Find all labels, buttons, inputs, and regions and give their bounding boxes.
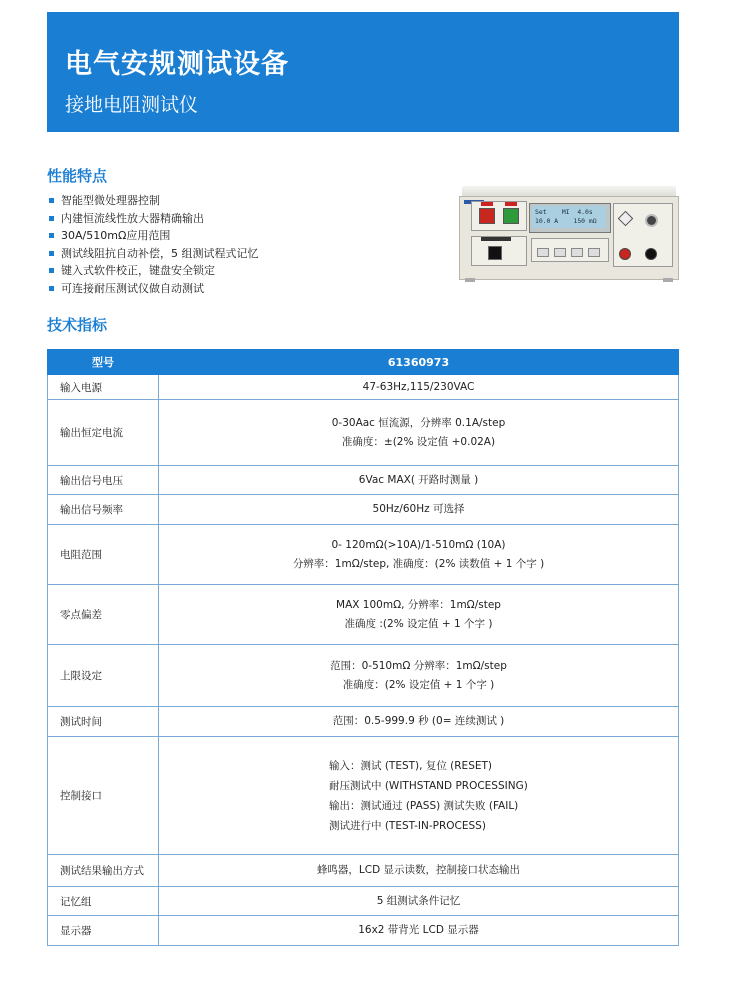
spec-line: 50Hz/60Hz 可选择 xyxy=(372,503,465,515)
spec-line: 准确度 :(2% 设定值 + 1 个字 ) xyxy=(344,617,493,630)
table-row xyxy=(48,645,679,707)
return-jack xyxy=(645,248,657,260)
feature-item: 测试线阻抗自动补偿，5 组测试程式记忆 xyxy=(47,245,259,263)
page-title: 电气安规测试设备 xyxy=(65,49,289,80)
keypad-key xyxy=(537,248,549,257)
spec-key: 记忆组 xyxy=(48,887,159,916)
spec-line: 输出：测试通过 (PASS) 测试失败 (FAIL) xyxy=(329,799,519,812)
spec-value xyxy=(159,887,679,916)
spec-line: 测试进行中 (TEST-IN-PROCESS) xyxy=(329,819,486,832)
model-number: 61360973 xyxy=(159,350,679,375)
spec-value xyxy=(159,525,679,585)
device-foot xyxy=(465,278,475,282)
ground-terminal-icon xyxy=(645,214,658,227)
table-row xyxy=(48,737,679,855)
page-subtitle: 接地电阻测试仪 xyxy=(65,94,199,116)
device-foot xyxy=(663,278,673,282)
spec-line: 输入：测试 (TEST), 复位 (RESET) xyxy=(329,759,493,772)
power-switch xyxy=(488,246,502,260)
reset-button xyxy=(479,208,495,224)
keypad-key xyxy=(554,248,566,257)
table-row xyxy=(48,707,679,737)
product-photo xyxy=(459,186,679,282)
spec-line: 范围：0-510mΩ 分辨率：1mΩ/step xyxy=(330,659,507,672)
test-button xyxy=(503,208,519,224)
features-list xyxy=(47,192,259,297)
keypad-key xyxy=(571,248,583,257)
spec-key: 输入电源 xyxy=(48,375,159,400)
table-row xyxy=(48,466,679,495)
spec-value xyxy=(159,495,679,525)
lcd-display xyxy=(532,206,606,228)
model-label: 型号 xyxy=(48,350,159,375)
spec-key: 输出信号电压 xyxy=(48,466,159,495)
feature-item: 可连接耐压测试仪做自动测试 xyxy=(47,280,259,298)
spec-table xyxy=(47,349,679,946)
spec-line: 0-30Aac 恒流源，分辨率 0.1A/step xyxy=(331,416,506,429)
spec-line: 分辨率：1mΩ/step, 准确度：(2% 读数值 + 1 个字 ) xyxy=(292,557,545,570)
feature-item: 内建恒流线性放大器精确输出 xyxy=(47,210,259,228)
spec-line: 准确度：(2% 设定值 + 1 个字 ) xyxy=(342,678,495,691)
table-row xyxy=(48,585,679,645)
spec-line: 16x2 带背光 LCD 显示器 xyxy=(358,924,479,936)
spec-line: 0- 120mΩ(>10A)/1-510mΩ (10A) xyxy=(331,538,506,551)
spec-line: MAX 100mΩ, 分辨率：1mΩ/step xyxy=(336,598,501,611)
spec-line: 耐压测试中 (WITHSTAND PROCESSING) xyxy=(329,779,528,792)
spec-key: 零点偏差 xyxy=(48,585,159,645)
spec-key: 控制接口 xyxy=(48,737,159,855)
spec-line: 蜂鸣器，LCD 显示读数，控制接口状态输出 xyxy=(316,864,521,876)
feature-item: 智能型微处理器控制 xyxy=(47,192,259,210)
test-label xyxy=(505,202,517,206)
spec-value xyxy=(159,916,679,946)
spec-key: 输出信号频率 xyxy=(48,495,159,525)
table-row xyxy=(48,525,679,585)
feature-item: 30A/510mΩ应用范围 xyxy=(47,227,259,245)
spec-value xyxy=(159,466,679,495)
features-heading: 性能特点 xyxy=(47,167,108,185)
lcd-line-1: Set MI 4.0s xyxy=(535,208,593,216)
spec-line: 范围：0.5-999.9 秒 (0= 连续测试 ) xyxy=(332,715,505,727)
spec-line: 5 组测试条件记忆 xyxy=(376,894,461,907)
spec-line: 47-63Hz,115/230VAC xyxy=(362,380,475,393)
spec-line: 准确度：±(2% 设定值 +0.02A) xyxy=(341,435,496,448)
table-row xyxy=(48,495,679,525)
spec-key: 测试结果输出方式 xyxy=(48,855,159,887)
header-banner xyxy=(47,12,679,132)
spec-value xyxy=(159,707,679,737)
spec-key: 上限设定 xyxy=(48,645,159,707)
feature-item: 键入式软件校正，键盘安全锁定 xyxy=(47,262,259,280)
table-row xyxy=(48,916,679,946)
spec-value xyxy=(159,400,679,466)
keypad-key xyxy=(588,248,600,257)
table-row xyxy=(48,400,679,466)
reset-label xyxy=(481,202,493,206)
specs-heading: 技术指标 xyxy=(47,316,108,334)
spec-line: 6Vac MAX( 开路时测量 ) xyxy=(358,473,479,486)
spec-key: 测试时间 xyxy=(48,707,159,737)
spec-value xyxy=(159,855,679,887)
lcd-line-2: 10.0 A 150 mΩ xyxy=(535,217,597,225)
spec-value xyxy=(159,375,679,400)
spec-header-row xyxy=(48,350,679,375)
spec-key: 电阻范围 xyxy=(48,525,159,585)
current-jack xyxy=(619,248,631,260)
spec-value xyxy=(159,737,679,855)
spec-value xyxy=(159,585,679,645)
table-row xyxy=(48,855,679,887)
table-row xyxy=(48,887,679,916)
table-row xyxy=(48,375,679,400)
spec-value xyxy=(159,645,679,707)
power-label xyxy=(481,237,511,241)
spec-key: 显示器 xyxy=(48,916,159,946)
spec-key: 输出恒定电流 xyxy=(48,400,159,466)
